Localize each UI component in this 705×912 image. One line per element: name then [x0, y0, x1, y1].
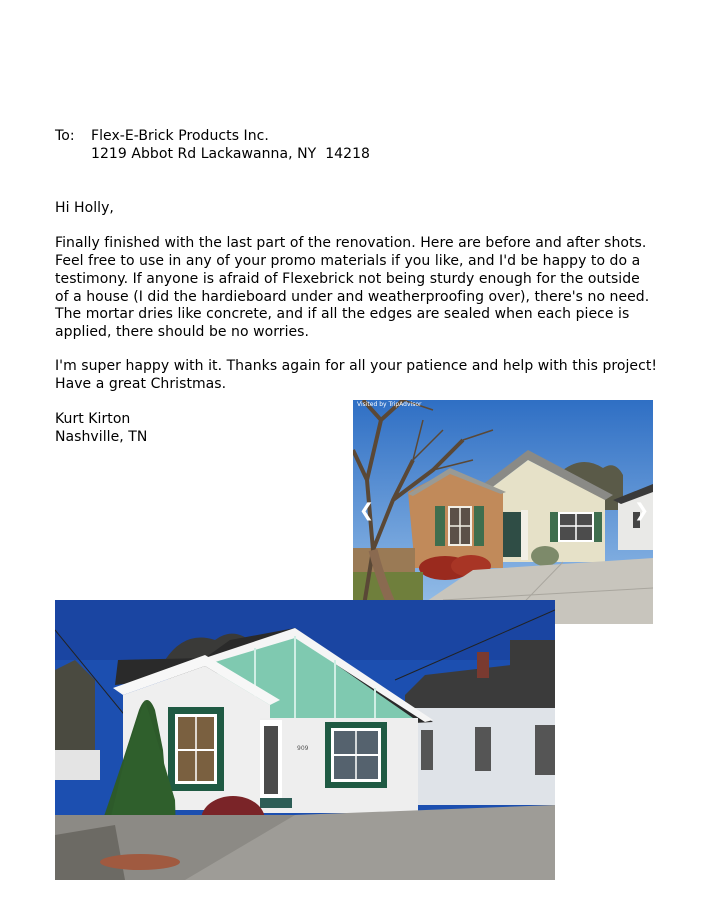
to-label: To: [55, 128, 75, 144]
paragraph-line: The mortar dries like concrete, and if all the edges are sealed when each piece is [55, 306, 630, 322]
paragraph-line: testimony. If anyone is afraid of Flexebrick not being sturdy enough for the outside [55, 271, 640, 287]
after-photo [55, 600, 555, 880]
paragraph-line: Finally finished with the last part of the renovation. Here are before and after shots. [55, 235, 647, 251]
paragraph-line: applied, there should be no worries. [55, 324, 310, 340]
greeting: Hi Holly, [55, 200, 114, 216]
paragraph-line: Feel free to use in any of your promo materials if you like, and I'd be happy to do a [55, 253, 641, 269]
before-house-image [353, 400, 653, 624]
badge-label: Visited by TripAdvisor [357, 401, 422, 408]
paragraph-line: I'm super happy with it. Thanks again for all your patience and help with this project! [55, 358, 658, 374]
paragraph-line: Have a great Christmas. [55, 376, 227, 392]
house-number: 909 [297, 745, 309, 752]
before-photo [353, 400, 653, 624]
after-house-image [55, 600, 555, 880]
recipient-company: Flex-E-Brick Products Inc. [91, 128, 269, 144]
chevron-right-icon[interactable]: ❯ [634, 500, 650, 521]
signature-name: Kurt Kirton [55, 411, 131, 427]
signature-location: Nashville, TN [55, 429, 148, 445]
chevron-left-icon[interactable]: ❮ [359, 500, 375, 521]
recipient-address: 1219 Abbot Rd Lackawanna, NY 14218 [91, 146, 370, 162]
paragraph-line: of a house (I did the hardieboard under and weatherproofing over), there's no need. [55, 289, 650, 305]
